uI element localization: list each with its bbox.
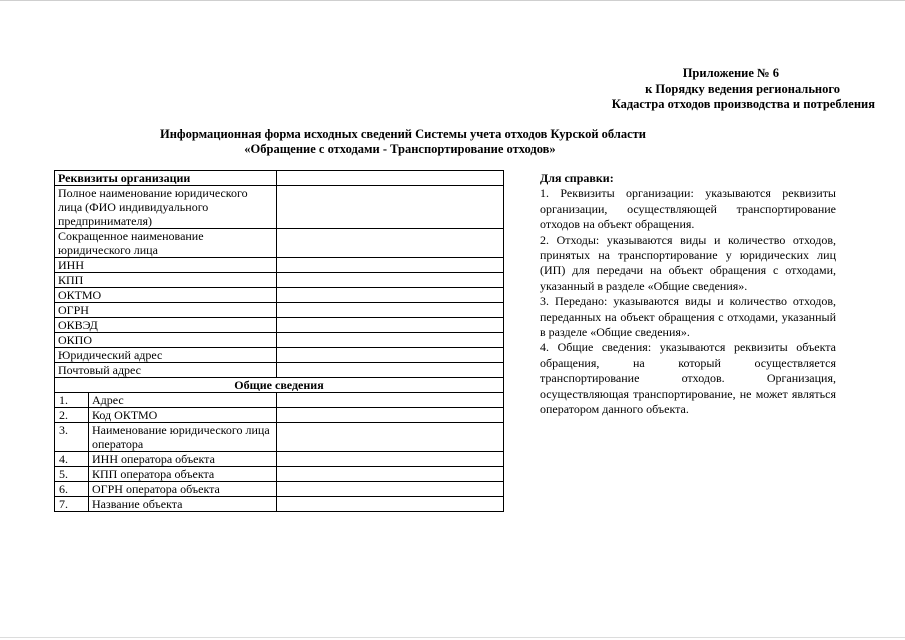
- note-item: 4. Общие сведения: указываются реквизиты объекта обращения, на который осуществляется транспортирование отходов. Организация, осуществляющая транспортирование, не может являться оператором данного объекта.: [540, 340, 836, 417]
- row-label: Юридический адрес: [55, 348, 277, 363]
- table-row: [55, 318, 504, 333]
- appendix-header: [612, 66, 875, 113]
- row-label: ОКПО: [55, 333, 277, 348]
- value-cell: [277, 273, 504, 288]
- row-label: ИНН: [55, 258, 277, 273]
- row-number: 5.: [55, 467, 89, 482]
- value-cell: [277, 393, 504, 408]
- table-row: [55, 408, 504, 423]
- row-label: ОКВЭД: [55, 318, 277, 333]
- table-row: [55, 467, 504, 482]
- value-cell: [277, 288, 504, 303]
- appendix-cadastre: Кадастра отходов производства и потребления: [611, 97, 875, 111]
- table-row: [55, 423, 504, 452]
- table-row: [55, 363, 504, 378]
- note-title: Для справки:: [540, 171, 614, 185]
- section-row: [55, 378, 504, 393]
- form-title: [160, 127, 646, 157]
- table-row: [55, 258, 504, 273]
- row-label: Код ОКТМО: [89, 408, 277, 423]
- row-label: Сокращенное наименование юридического лица: [55, 229, 277, 258]
- note-item: 2. Отходы: указываются виды и количество отходов, принятых на транспортирование у юридических лиц (ИП) для передачи на объект обращения с отходами, указанный в разделе «Общие сведения».: [540, 232, 836, 293]
- reference-note: [540, 171, 836, 418]
- value-cell: [277, 171, 504, 186]
- value-cell: [277, 348, 504, 363]
- row-number: 6.: [55, 482, 89, 497]
- table-row: [55, 348, 504, 363]
- value-cell: [277, 482, 504, 497]
- row-number: 3.: [55, 423, 89, 452]
- value-cell: [277, 497, 504, 512]
- table-row: [55, 303, 504, 318]
- value-cell: [277, 423, 504, 452]
- requisites-header: Реквизиты организации: [55, 171, 277, 186]
- row-label: ОГРН: [55, 303, 277, 318]
- general-info-header: Общие сведения: [55, 378, 504, 393]
- row-label: Название объекта: [89, 497, 277, 512]
- value-cell: [277, 363, 504, 378]
- row-label: Полное наименование юридического лица (ФИО индивидуального предпринимателя): [55, 186, 277, 229]
- value-cell: [277, 333, 504, 348]
- table-row: [55, 452, 504, 467]
- row-number: 2.: [55, 408, 89, 423]
- value-cell: [277, 229, 504, 258]
- row-number: 4.: [55, 452, 89, 467]
- table-header-row: [55, 171, 504, 186]
- value-cell: [277, 408, 504, 423]
- requisites-table: [54, 170, 504, 512]
- form-title-line2: «Обращение с отходами - Транспортирование отходов»: [244, 142, 556, 156]
- note-item: 1. Реквизиты организации: указываются реквизиты организации, осуществляющей транспортирование отходов на объект обращения.: [540, 186, 836, 232]
- table-row: [55, 273, 504, 288]
- row-label: ОГРН оператора объекта: [89, 482, 277, 497]
- note-item: 3. Передано: указываются виды и количество отходов, переданных на объект обращения с отходами, указанный в разделе «Общие сведения».: [540, 294, 836, 340]
- top-border: [0, 0, 905, 1]
- appendix-number: Приложение № 6: [682, 66, 779, 80]
- table-row: [55, 482, 504, 497]
- appendix-reference: к Порядку ведения регионального: [645, 81, 840, 96]
- table-row: [55, 229, 504, 258]
- value-cell: [277, 467, 504, 482]
- form-title-line1: Информационная форма исходных сведений Системы учета отходов Курской области: [160, 127, 646, 141]
- table-row: [55, 288, 504, 303]
- row-number: 7.: [55, 497, 89, 512]
- value-cell: [277, 318, 504, 333]
- table-row: [55, 497, 504, 512]
- value-cell: [277, 452, 504, 467]
- bottom-border: [0, 637, 905, 638]
- row-label: КПП оператора объекта: [89, 467, 277, 482]
- row-label: Почтовый адрес: [55, 363, 277, 378]
- value-cell: [277, 186, 504, 229]
- row-label: ИНН оператора объекта: [89, 452, 277, 467]
- table-row: [55, 333, 504, 348]
- row-label: Наименование юридического лица оператора: [89, 423, 277, 452]
- value-cell: [277, 303, 504, 318]
- row-label: ОКТМО: [55, 288, 277, 303]
- row-label: КПП: [55, 273, 277, 288]
- row-label: Адрес: [89, 393, 277, 408]
- row-number: 1.: [55, 393, 89, 408]
- value-cell: [277, 258, 504, 273]
- table-row: [55, 186, 504, 229]
- table-row: [55, 393, 504, 408]
